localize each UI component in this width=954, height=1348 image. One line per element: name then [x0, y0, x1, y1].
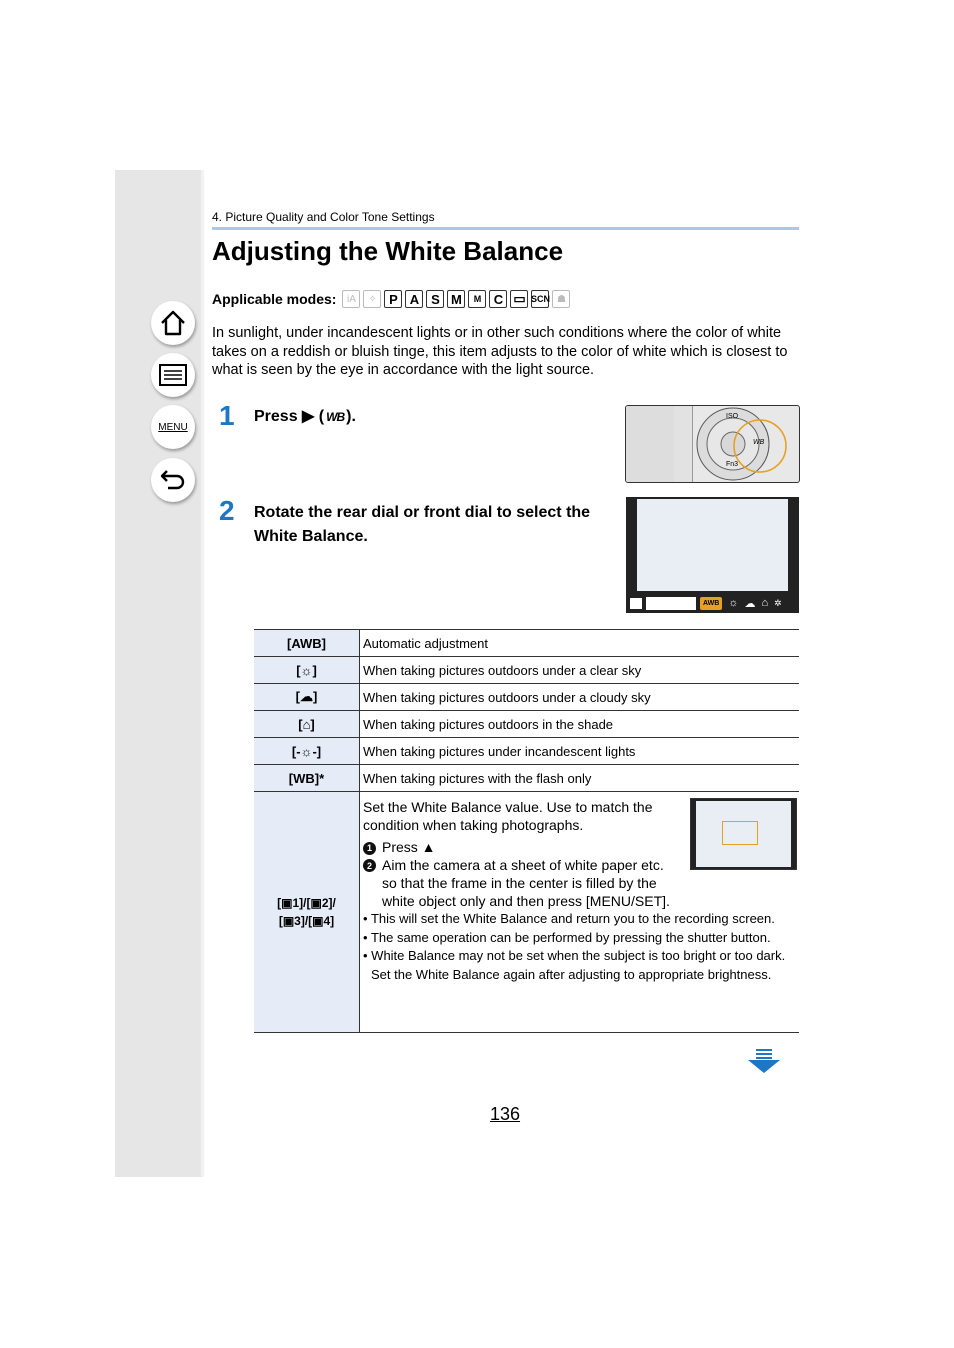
menu-label: MENU	[158, 421, 188, 433]
wb-selection-bar	[626, 593, 799, 613]
table-row	[254, 684, 799, 711]
mode-creative-video-icon: M	[468, 290, 486, 308]
intro-paragraph: In sunlight, under incandescent lights or in other such conditions where the color of white takes on a reddish or bluish tinge, this item adjusts to the color of white which is closest to what is seen by the eye in accordance with the light source.	[212, 325, 788, 378]
awb-selected-icon: AWB	[700, 597, 722, 610]
mode-c-icon: C	[489, 290, 507, 308]
note-1-text: This will set the White Balance and return you to the recording screen.	[370, 911, 775, 926]
list-icon	[158, 363, 188, 387]
custom-key-line-1: [▣1]/[▣2]/	[277, 896, 336, 910]
home-icon	[159, 309, 187, 337]
wb-key-daylight: [☼]	[254, 657, 360, 684]
sub-step-1-text: Press ▲	[382, 839, 436, 855]
white-balance-frame-illustration	[690, 798, 797, 870]
wb-desc: When taking pictures with the flash only	[360, 765, 800, 792]
table-row	[254, 738, 799, 765]
camera-dial-illustration	[625, 405, 800, 483]
table-row	[254, 657, 799, 684]
note-2: • The same operation can be performed by pressing the shutter button.	[363, 929, 771, 945]
wb-desc: Automatic adjustment	[360, 630, 800, 657]
step-1-label: Press ▶ (	[254, 408, 325, 425]
note-1: • This will set the White Balance and return you to the recording screen.	[363, 911, 775, 926]
wb-desc: When taking pictures under incandescent lights	[360, 738, 800, 765]
incandescent-icon: ✲	[774, 597, 782, 608]
wb-desc: When taking pictures outdoors in the shade	[360, 711, 800, 738]
iso-label: ISO	[726, 413, 739, 420]
note-3-text: White Balance may not be set when the subject is too bright or too dark. Set the White Balance again after adjusting to appropriate brightness.	[371, 948, 786, 982]
back-arrow-icon	[159, 467, 187, 493]
mode-ia-plus-icon: ✧	[363, 290, 381, 308]
continue-down-arrow-icon[interactable]	[748, 1048, 780, 1074]
target-frame	[722, 821, 758, 845]
shade-icon: ⌂	[761, 597, 769, 609]
step-1-text	[254, 405, 356, 429]
circled-number-1: 1	[363, 842, 376, 855]
sunny-icon: ☼	[728, 597, 739, 609]
home-button[interactable]	[151, 301, 195, 345]
camera-screen-illustration	[626, 497, 799, 613]
table-row	[254, 630, 799, 657]
page-title: Adjusting the White Balance	[212, 236, 564, 266]
camera-screen	[637, 499, 788, 591]
step-2-number: 2	[219, 495, 235, 526]
step-1-number: 1	[219, 400, 235, 431]
wb-desc: When taking pictures outdoors under a cloudy sky	[360, 684, 800, 711]
wb-key-shade: [⌂]	[254, 711, 360, 738]
wb-icon: WB	[326, 410, 345, 424]
set-wb-description: Set the White Balance value. Use to match the condition when taking photographs.	[363, 799, 653, 833]
mode-p-icon: P	[384, 290, 402, 308]
mode-ia-icon: iA	[342, 290, 360, 308]
wb-key-flash: [WB]*	[254, 765, 360, 792]
applicable-modes	[212, 290, 573, 308]
wb-key-cloudy: [☁]	[254, 684, 360, 711]
wb-menu-icon	[630, 598, 642, 609]
sub-step-1	[363, 838, 673, 856]
mode-panorama-icon: ▭	[510, 290, 528, 308]
cloudy-icon: ☁	[744, 597, 756, 610]
menu-button[interactable]	[151, 405, 195, 449]
wb-key-custom	[254, 792, 360, 1033]
sub-step-2-text: Aim the camera at a sheet of white paper etc. so that the frame in the center is filled by the white object only and then press [MENU/SET].	[382, 857, 670, 909]
note-2-text: The same operation can be performed by pressing the shutter button.	[370, 929, 771, 945]
step-1-end: ).	[346, 408, 356, 425]
circled-number-2: 2	[363, 859, 376, 872]
modes-label: Applicable modes:	[212, 291, 337, 307]
note-3: • White Balance may not be set when the subject is too bright or too dark. Set the White Balance again after adjusting to appropriate brightness.	[363, 948, 786, 982]
fn3-label: Fn3	[726, 461, 739, 468]
section-divider	[212, 227, 799, 230]
control-dial-icon	[626, 406, 799, 482]
wb-button-label: WB	[753, 439, 765, 446]
wb-key-incandescent: [-☼-]	[254, 738, 360, 765]
sub-step-2	[363, 856, 673, 910]
custom-key-line-2: [▣3]/[▣4]	[278, 914, 335, 928]
back-button[interactable]	[151, 458, 195, 502]
section-heading: 4. Picture Quality and Color Tone Settings	[212, 210, 435, 224]
wb-desc: When taking pictures outdoors under a clear sky	[360, 657, 800, 684]
page-number: 136	[490, 1104, 521, 1124]
mode-creative-control-icon: ☗	[552, 290, 570, 308]
table-row	[254, 765, 799, 792]
contents-button[interactable]	[151, 353, 195, 397]
mode-s-icon: S	[426, 290, 444, 308]
wb-key-awb: [AWB]	[254, 630, 360, 657]
table-row	[254, 711, 799, 738]
wb-value-field	[646, 597, 696, 610]
mode-m-icon: M	[447, 290, 465, 308]
mode-scn-icon: SCN	[531, 290, 549, 308]
step-2-text: Rotate the rear dial or front dial to select the White Balance.	[254, 504, 591, 545]
mode-a-icon: A	[405, 290, 423, 308]
